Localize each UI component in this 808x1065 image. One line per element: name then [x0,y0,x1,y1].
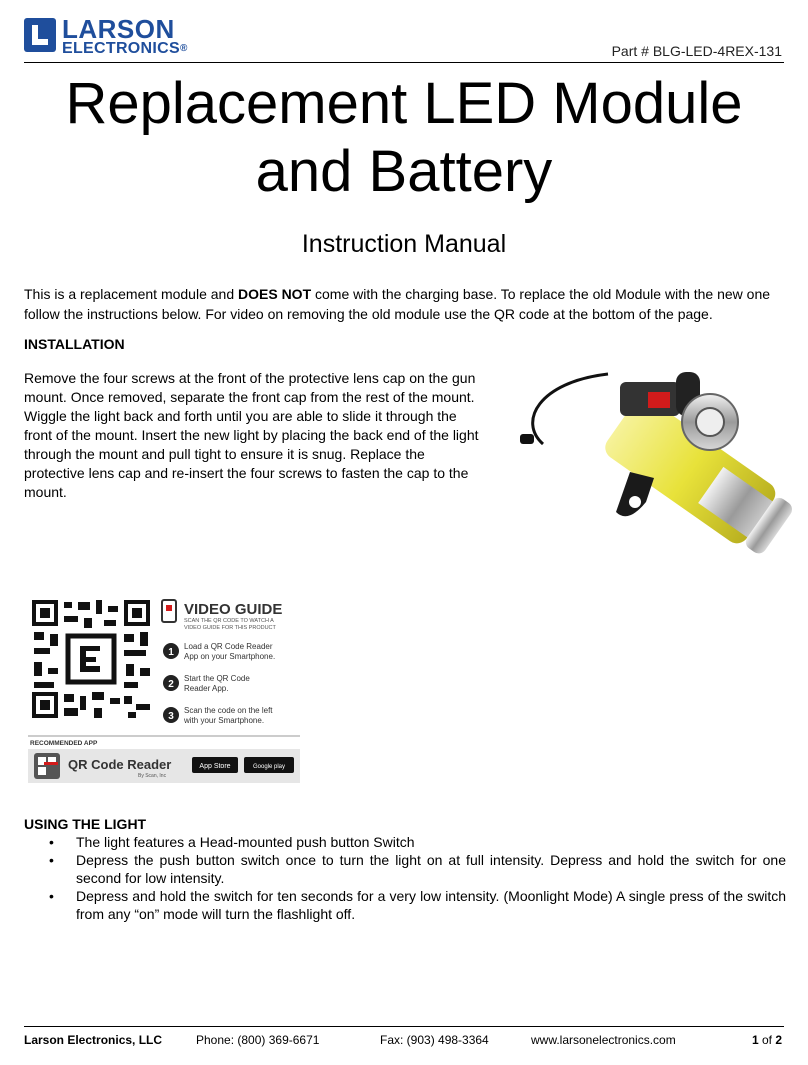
intro-emphasis: DOES NOT [238,286,312,302]
qr-reader-app-icon [34,753,60,779]
qr-code [30,598,152,720]
list-item: • The light features a Head-mounted push button Switch [24,833,786,851]
intro-paragraph [24,284,786,324]
logo-brand-line1: LARSON [62,14,175,44]
footer-divider [24,1026,784,1027]
footer-company: Larson Electronics, LLC [24,1033,163,1047]
video-guide-panel [28,596,300,784]
footer-website[interactable]: www.larsonelectronics.com [531,1033,676,1047]
google-play-label: Google play [252,764,286,770]
footer-page-number [752,1033,782,1047]
step-3-number: 3 [168,711,174,722]
video-guide-sub2: VIDEO GUIDE FOR THIS PRODUCT [184,625,276,631]
step-1-number: 1 [168,647,174,658]
video-guide-sub1: SCAN THE QR CODE TO WATCH A [184,618,274,624]
app-store-label: App Store [199,763,231,770]
step-2-line1: Start the QR Code [184,674,250,683]
step-1 [163,642,275,661]
footer-phone: Phone: (800) 369-6671 [196,1033,320,1047]
part-number: Part # BLG-LED-4REX-131 [611,43,782,59]
intro-text-after: come with the charging base. To replace the old Module with the new one follow the instructions below. For video on removing the old module use the QR code at the bottom of the page. [24,286,771,322]
using-bullet-list [24,833,786,923]
product-photo [498,352,798,580]
registered-mark: ® [179,43,188,54]
step-2-line2: Reader App. [184,684,229,693]
larson-logo [24,14,204,62]
app-name: QR Code Reader [68,757,172,772]
intro-text-before: This is a replacement module and [24,286,238,302]
step-2-number: 2 [168,679,174,690]
header-divider [24,62,784,63]
installation-body: Remove the four screws at the front of the protective lens cap on the gun mount. Once removed, separate the front cap from the rest of the mount. Wiggle the light back and forth until you are able to slide it through the front of the mount. Insert the new light by placing the back end of the light through the mount and pull tight to ensure it is snug. Replace the protective lens cap and re-insert the four screws to fasten the cap to the mount. [24,370,479,500]
logo-brand-line2-text: ELECTRONICS [62,40,180,57]
footer-fax: Fax: (903) 498-3364 [380,1033,489,1047]
step-3-line2: with your Smartphone. [184,716,265,725]
step-3 [163,706,273,725]
using-heading: USING THE LIGHT [24,816,147,832]
page-of: of [758,1033,776,1047]
step-3-line1: Scan the code on the left [184,706,273,715]
recommended-app-label: RECOMMENDED APP [30,740,98,747]
title-line-1: Replacement LED Module [65,71,743,136]
video-guide-title: VIDEO GUIDE [184,601,283,618]
title-line-2: and Battery [255,139,553,204]
step-2 [163,674,250,693]
step-1-line1: Load a QR Code Reader [184,642,273,651]
page-current: 1 [751,1033,759,1047]
installation-heading: INSTALLATION [24,336,125,352]
app-by: By Scan, Inc [138,773,167,779]
logo-brand-line2 [62,41,188,57]
page-subtitle: Instruction Manual [301,230,507,258]
page-title [0,70,808,206]
step-1-line2: App on your Smartphone. [184,652,276,661]
logo-mark-icon [24,18,56,52]
list-item: • Depress and hold the switch for ten seconds for a very low intensity. (Moonlight Mode) A single press of the switch from any “on” mode will turn the flashlight off. [24,887,786,923]
list-item: • Depress the push button switch once to turn the light on at full intensity. Depress and hold the switch for one second for low intensity. [24,851,786,887]
page-total: 2 [775,1033,782,1047]
